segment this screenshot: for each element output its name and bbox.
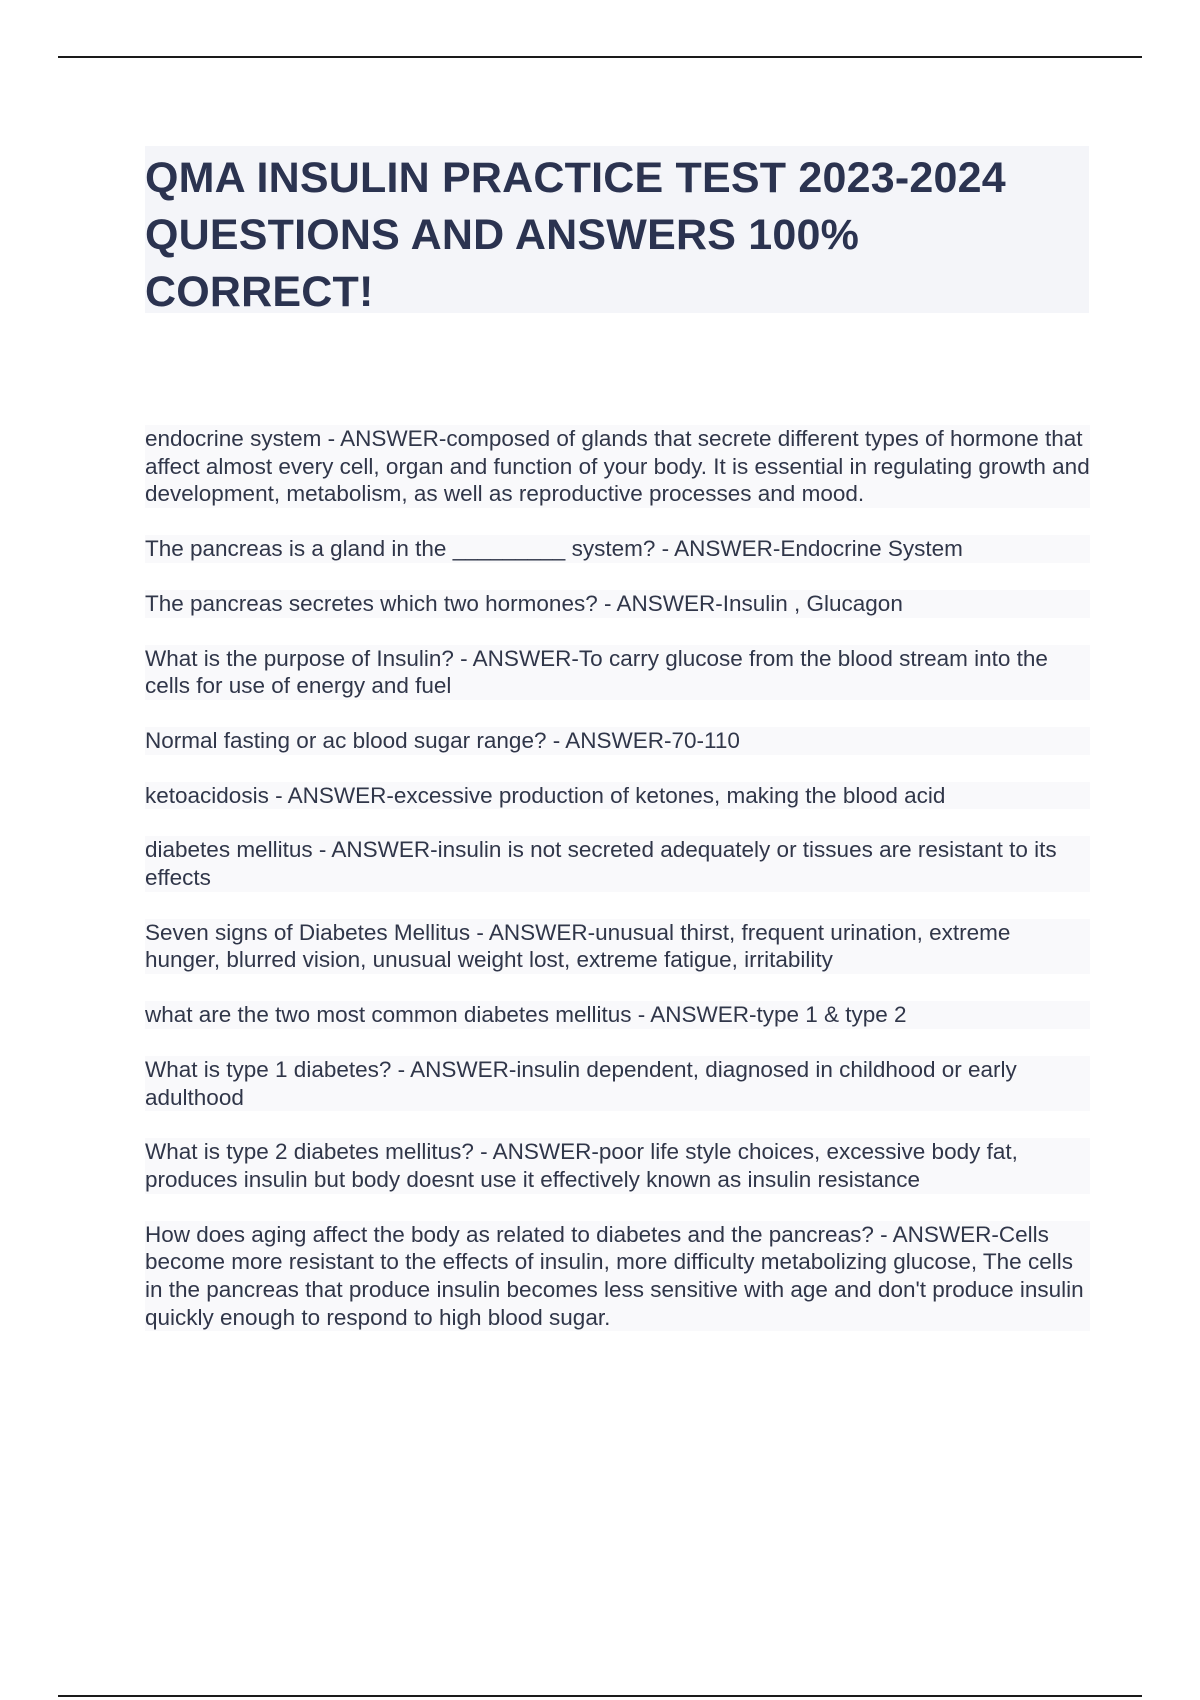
- title-block: [145, 146, 1089, 316]
- qa-item: The pancreas secretes which two hormones? - ANSWER-Insulin , Glucagon: [145, 590, 1090, 618]
- qa-item: What is type 2 diabetes mellitus? - ANSWER-poor life style choices, excessive body fat, produces insulin but body doesnt use it effectively known as insulin resistance: [145, 1138, 1090, 1193]
- qa-item: endocrine system - ANSWER-composed of glands that secrete different types of hormone that affect almost every cell, organ and function of your body. It is essential in regulating growth and development, metabolism, as well as reproductive processes and mood.: [145, 426, 1090, 507]
- qa-item: The pancreas is a gland in the _________ system? - ANSWER-Endocrine System: [145, 535, 1090, 563]
- qa-item: Normal fasting or ac blood sugar range? - ANSWER-70-110: [145, 727, 1090, 755]
- qa-item: Seven signs of Diabetes Mellitus - ANSWER-unusual thirst, frequent urination, extreme hunger, blurred vision, unusual weight lost, extreme fatigue, irritability: [145, 919, 1090, 974]
- qa-item: ketoacidosis - ANSWER-excessive production of ketones, making the blood acid: [145, 782, 1090, 810]
- qa-item: How does aging affect the body as related to diabetes and the pancreas? - ANSWER-Cells become more resistant to the effects of insulin, more difficulty metabolizing glucose, The cells in the pancreas that produce insulin becomes less sensitive with age and don't produce insulin quickly enough to respond to high blood sugar.: [145, 1221, 1090, 1332]
- qa-item: What is the purpose of Insulin? - ANSWER-To carry glucose from the blood stream into the cells for use of energy and fuel: [145, 645, 1090, 700]
- top-rule: [58, 56, 1142, 58]
- qa-item: what are the two most common diabetes mellitus - ANSWER-type 1 & type 2: [145, 1001, 1090, 1029]
- qa-item: diabetes mellitus - ANSWER-insulin is not secreted adequately or tissues are resistant to its effects: [145, 836, 1090, 891]
- qa-list: [145, 425, 1090, 1358]
- bottom-rule: [58, 1695, 1142, 1697]
- qa-item: What is type 1 diabetes? - ANSWER-insulin dependent, diagnosed in childhood or early adulthood: [145, 1056, 1090, 1111]
- document-title: QMA INSULIN PRACTICE TEST 2023-2024 QUESTIONS AND ANSWERS 100% CORRECT!: [145, 154, 1006, 316]
